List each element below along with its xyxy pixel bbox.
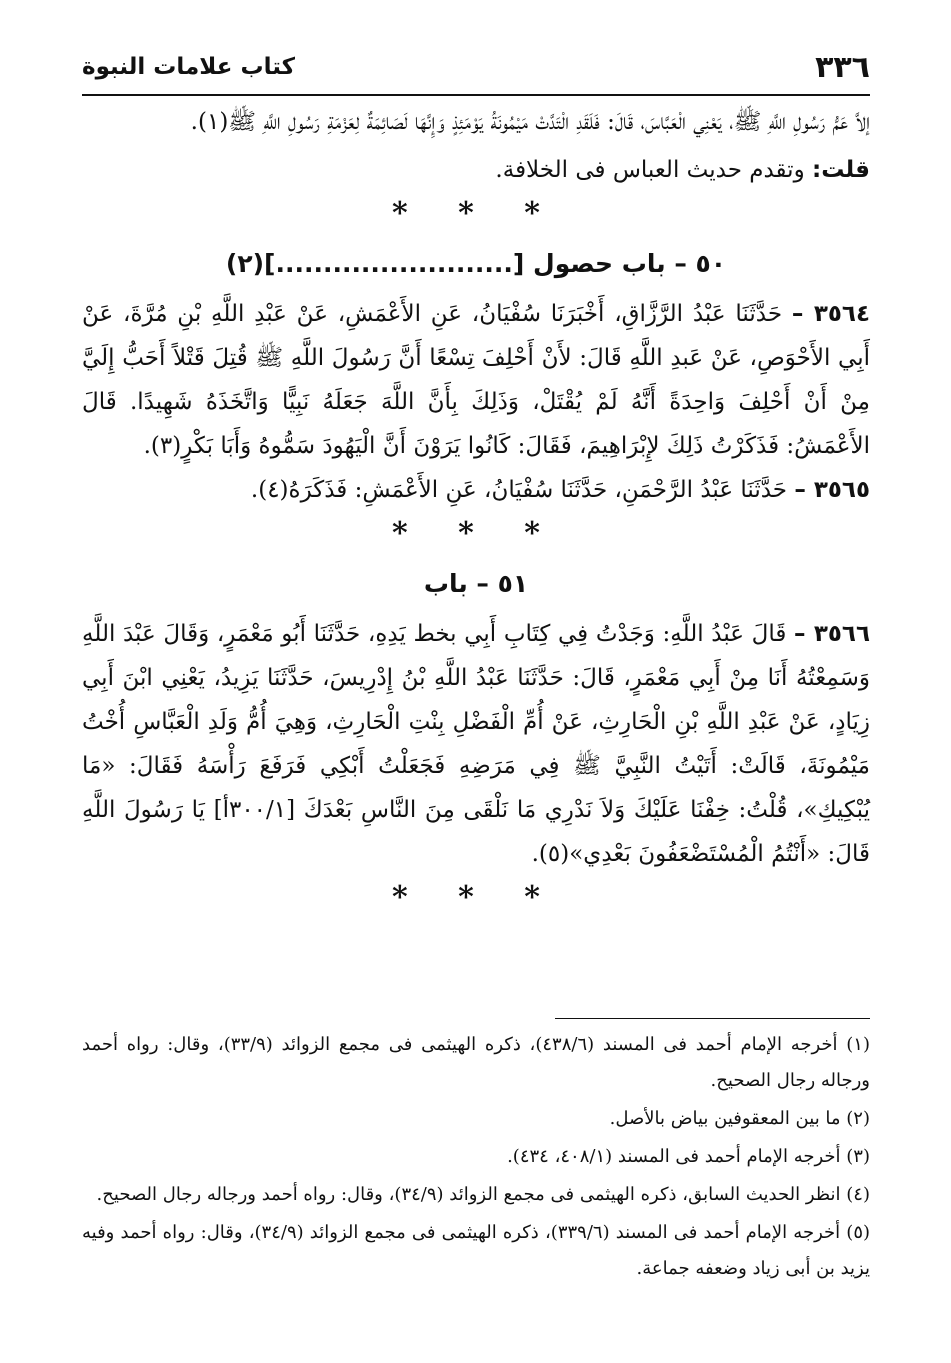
footnote: (١) أخرجه الإمام أحمد فى المسند (٤٣٨/٦)، ذكره الهيثمى فى مجمع الزوائد (٣٣/٩)، وقال: رواه أحمد ورجاله رجال الصحيح. xyxy=(82,1034,870,1091)
hadith-number: ٣٥٦٤ – xyxy=(791,301,870,327)
hadith-text: حَدَّثَنَا عَبْدُ الرَّحْمَنِ، حَدَّثَنَا سُفْيَانُ، عَنِ الأَعْمَشِ: فَذَكَرَهُ(٤). xyxy=(250,477,795,503)
hadith-number: ٣٥٦٥ – xyxy=(794,477,870,503)
footnote: (٢) ما بين المعقوفين بياض بالأصل. xyxy=(609,1108,870,1129)
page-header xyxy=(82,44,870,96)
note-text: وتقدم حديث العباس فى الخلافة. xyxy=(495,157,812,183)
section-separator: * * * xyxy=(392,196,560,231)
hadith-text: حَدَّثَنَا عَبْدُ الرَّزَّاقِ، أَخْبَرَنَا سُفْيَانُ، عَنِ الأَعْمَشِ، عَنْ عَبْدِ اللَّهِ بْنِ مُرَّةَ، عَنْ أَبِي الأَحْوَصِ، عَنْ عَبدِ اللَّهِ قَالَ: لأَنْ أَحْلِفَ تِسْعًا أَنَّ رَسُولَ اللَّهِ ﷺ قُتِلَ قَتْلاً أَحَبُّ إِلَيَّ مِنْ أَنْ أَحْلِفَ وَاحِدَةً أَنَّهُ لَمْ يُقْتَلْ، وَذَلِكَ بِأَنَّ اللَّهَ جَعَلَهُ نَبِيًّا وَاتَّخَذَهُ شَهِيدًا. قَالَ الأَعْمَشُ: فَذَكَرْتُ ذَلِكَ لإِبْرَاهِيمَ، فَقَالَ: كَانُوا يَرَوْنَ أَنَّ الْيَهُودَ سَمُّوهُ وَأَبَا بَكْرٍ(٣). xyxy=(82,301,870,459)
footnote: (٤) انظر الحديث السابق، ذكره الهيثمى فى مجمع الزوائد (٣٤/٩)، وقال: رواه أحمد ورجاله رجال الصحيح. xyxy=(96,1184,870,1205)
footnote: (٥) أخرجه الإمام أحمد فى المسند (٣٣٩/٦)، ذكره الهيثمى فى مجمع الزوائد (٣٤/٩)، وقال: رواه أحمد وفيه يزيد بن أبى زياد وضعفه جماعة. xyxy=(82,1222,871,1279)
hadith-number: ٣٥٦٦ – xyxy=(793,621,870,647)
main-text xyxy=(82,100,870,916)
footnote: (٣) أخرجه الإمام أحمد فى المسند (٤٠٨/١، ٤٣٤). xyxy=(507,1146,870,1167)
running-title: كتاب علامات النبوة xyxy=(82,54,295,80)
section-separator: * * * xyxy=(392,880,560,915)
note-label: قلت: xyxy=(812,157,870,183)
section-separator: * * * xyxy=(392,516,560,551)
hadith-3564 xyxy=(82,292,870,468)
hadith-text: قَالَ عَبْدُ اللَّهِ: وَجَدْتُ فِي كِتَابِ أَبِي بخط يَدِهِ، حَدَّثَنَا أَبُو مَعْمَرٍ، وَقَالَ عَبْدَ اللَّهِ وَسَمِعْتُهُ أَنَا مِنْ أَبِي مَعْمَرٍ، قَالَ: حَدَّثَنَا عَبْدُ اللَّهِ بْنُ إِدْرِيسَ، حَدَّثَنَا يَزِيدُ، يَعْنِي ابْنَ أَبِي زِيَادٍ، عَنْ عَبْدِ اللَّهِ بْنِ الْحَارِثِ، عَنْ أُمِّ الْفَضْلِ بِنْتِ الْحَارِثِ، وَهِيَ أُمُّ وَلَدِ الْعَبَّاسِ أُخْتُ مَيْمُونَةَ، قَالَتْ: أَتَيْتُ النَّبِيَّ ﷺ فِي مَرَضِهِ فَجَعَلْتُ أَبْكِي فَرَفَعَ رَأْسَهُ فَقَالَ: «مَا يُبْكِيكِ»، قُلْتُ: خِفْنَا عَلَيْكَ وَلاَ نَدْرِي مَا نَلْقَى مِنَ النَّاسِ بَعْدَكَ [٣٠٠/١أ] يَا رَسُولَ اللَّهِ قَالَ: «أَنْتُمُ الْمُسْتَضْعَفُونَ بَعْدِي»(٥). xyxy=(82,621,870,867)
chapter-heading-50: ٥٠ – باب حصول [.........................](٢) xyxy=(225,249,727,278)
hadith-3566 xyxy=(82,612,870,876)
opening-paragraph: إلاَّ عَمُّ رَسُولِ اللَّهِ ﷺ، يَعْنِي الْعَبَّاسَ، قَالَ: فَلَقَدِ الْتَدَّتْ مَيْمُونَةُ يَوْمَئِذٍ وَإِنَّهَا لَصَائِمَةٌ لِعَزْمَةِ رَسُولِ اللَّهِ ﷺ(١). xyxy=(190,109,870,135)
page-number: ٣٣٦ xyxy=(815,50,870,85)
footnotes xyxy=(82,1018,870,1289)
footnote-divider xyxy=(555,1018,870,1019)
author-note xyxy=(82,148,870,192)
chapter-heading-51: ٥١ – باب xyxy=(423,569,529,598)
hadith-3565 xyxy=(82,468,870,512)
